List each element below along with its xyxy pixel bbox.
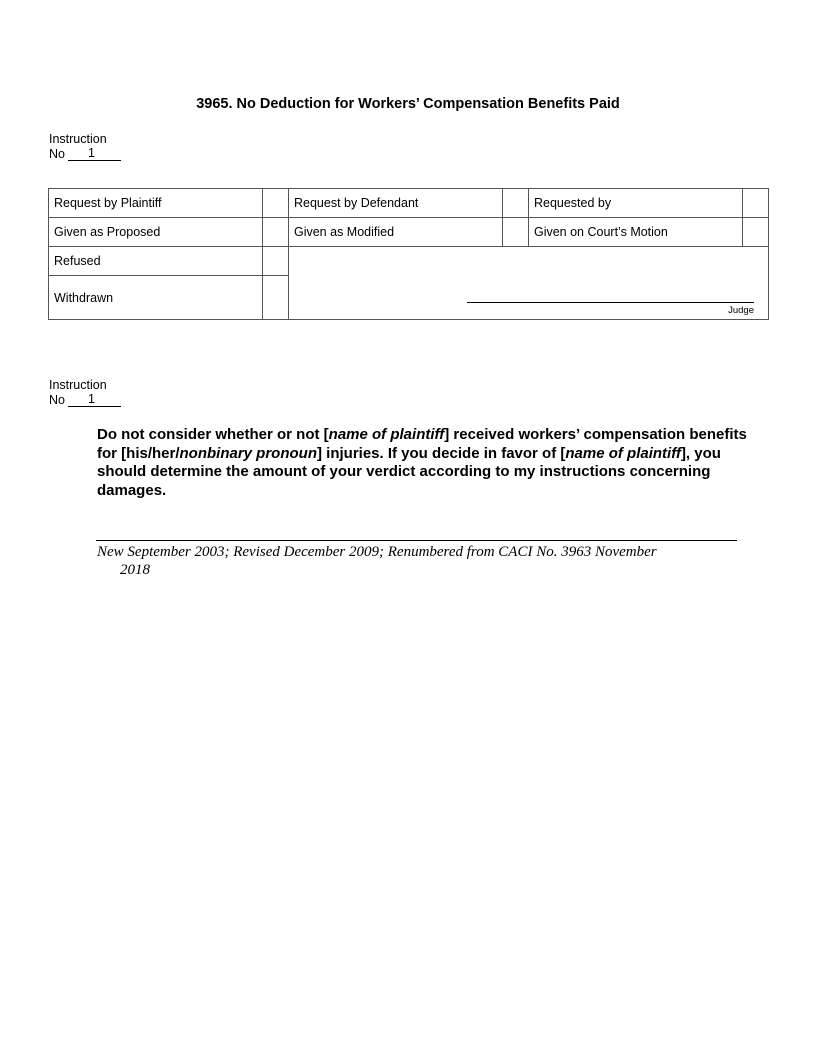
cell-given-as-proposed: Given as Proposed — [49, 218, 263, 247]
history-line-2: 2018 — [120, 562, 150, 578]
instruction-no-value: 1 — [68, 393, 121, 408]
judge-label: Judge — [728, 305, 754, 316]
cell-refused: Refused — [49, 247, 263, 276]
checkbox-request-by-plaintiff[interactable] — [263, 189, 289, 218]
instruction-disposition-table — [48, 188, 769, 320]
instruction-no-value: 1 — [68, 147, 121, 162]
table-row — [49, 218, 769, 247]
checkbox-given-as-modified[interactable] — [503, 218, 529, 247]
instruction-text-part: ] received workers’ compensation benefits for [his/her/ — [97, 426, 747, 462]
cell-given-as-modified: Given as Modified — [288, 218, 502, 247]
instruction-number-block-top — [49, 132, 121, 161]
cell-request-by-plaintiff: Request by Plaintiff — [49, 189, 263, 218]
placeholder-name-of-plaintiff: name of plaintiff — [565, 444, 681, 462]
checkbox-request-by-defendant[interactable] — [503, 189, 529, 218]
checkbox-requested-by[interactable] — [743, 189, 769, 218]
history-line-1: New September 2003; Revised December 2009; Renumbered from CACI No. 3963 November — [97, 544, 657, 560]
placeholder-nonbinary-pronoun: nonbinary pronoun — [179, 444, 317, 462]
checkbox-given-on-courts-motion[interactable] — [743, 218, 769, 247]
instruction-label: Instruction — [49, 132, 107, 146]
instruction-text — [97, 426, 747, 500]
history-note — [97, 543, 737, 579]
table-row — [49, 189, 769, 218]
instruction-no-label: No — [49, 392, 65, 407]
judge-signature-line[interactable] — [467, 302, 754, 303]
checkbox-withdrawn[interactable] — [263, 276, 289, 320]
instruction-text-part: Do not consider whether or not [ — [97, 426, 329, 443]
cell-request-by-defendant: Request by Defendant — [288, 189, 502, 218]
judge-signature-cell — [288, 247, 768, 320]
instruction-number-block-bottom — [49, 378, 121, 407]
placeholder-name-of-plaintiff: name of plaintiff — [328, 426, 445, 443]
checkbox-given-as-proposed[interactable] — [263, 218, 289, 247]
instruction-text-part: ] injuries. If you decide in favor of [ — [317, 444, 566, 462]
cell-withdrawn: Withdrawn — [49, 276, 263, 320]
divider — [96, 540, 737, 541]
instruction-text-part: ], you should determine the amount of your verdict according to my instructions concerning damages. — [97, 444, 721, 499]
cell-requested-by: Requested by — [528, 189, 742, 218]
cell-given-on-courts-motion: Given on Court’s Motion — [528, 218, 742, 247]
page-title: 3965. No Deduction for Workers’ Compensation Benefits Paid — [196, 96, 620, 112]
instruction-no-label: No — [49, 146, 65, 161]
table-row — [49, 247, 769, 276]
checkbox-refused[interactable] — [263, 247, 289, 276]
instruction-label: Instruction — [49, 378, 107, 392]
